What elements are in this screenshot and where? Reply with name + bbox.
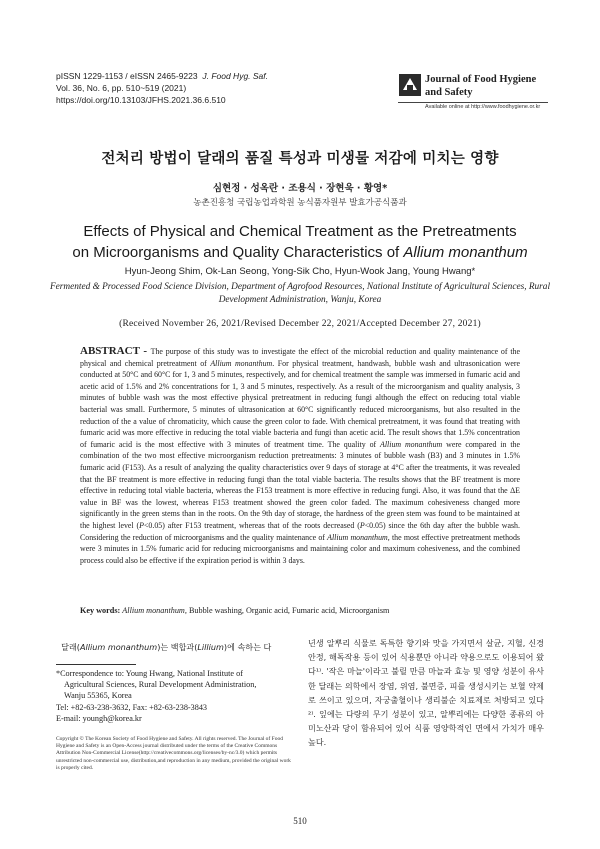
doi-link[interactable]: https://doi.org/10.13103/JFHS.2021.36.6.510 — [56, 95, 226, 105]
journal-citation-block — [56, 70, 268, 106]
received-dates: (Received November 26, 2021/Revised December 22, 2021/Accepted December 27, 2021) — [119, 319, 481, 329]
body-right-column: 년생 알뿌리 식물로 독특한 향기와 맛을 가지면서 살균, 지혈, 신경안정, 해독작용 등이 있어 식용뿐만 아니라 약용으로도 이용되어 왔다¹⁾. '작은 마늘'이라고 불릴 만큼 마늘과 효능 및 영양 성분이 유사한 달래는 의학에서 장염, 위염, 불면증, 피를 생성시키는 보혈 약제로 쓰이고 있으며, 자궁출혈이나 생리불순 치료제로 처방되고 있다²⁾. 잎에는 다량의 무기 성분이 있고, 알뿌리에는 다양한 종류의 아미노산과 당이 함유되어 있어 식품 영양학적인 면에서 가치가 매우 높다. — [308, 638, 544, 748]
title-korean: 전처리 방법이 달래의 품질 특성과 미생물 저감에 미치는 영향 — [101, 151, 499, 167]
journal-logo — [398, 71, 548, 113]
keywords: Key words: Allium monanthum, Bubble washing, Organic acid, Fumaric acid, Microorganism — [80, 606, 390, 615]
affiliation-korean: 농촌진흥청 국립농업과학원 농식품자원부 발효가공식품과 — [193, 198, 407, 208]
abstract-label: ABSTRACT - — [80, 345, 151, 357]
journal-emblem-icon — [398, 73, 422, 97]
species-name: Allium monanthum — [403, 244, 528, 261]
journal-logo-title: Journal of Food Hygiene and Safety — [425, 74, 537, 98]
correspondence-email[interactable]: E-mail: youngh@korea.kr — [56, 713, 142, 723]
footnote-divider — [56, 664, 136, 665]
copyright-notice: Copyright © The Korean Society of Food Hygiene and Safety. All rights reserved. The Journal of Food Hygiene and Safety is an Open-Access journal distributed under the terms of the Creative Commons Attribution Non-Commercial License(http://creativecommons.org/licenses/by-nc/3.0) which permits unrestricted non-commercial use, distribution,and reproduction in any medium, provided the original work is properly cited. — [56, 736, 291, 771]
journal-url[interactable]: Available online at http://www.foodhygiene.or.kr — [425, 104, 541, 110]
logo-divider — [398, 102, 548, 103]
title-english: Effects of Physical and Chemical Treatment as the Pretreatments on Microorganisms and Quality Characteristics of Allium monanthum — [72, 223, 528, 261]
issn-line: pISSN 1229-1153 / eISSN 2465-9223 J. Food Hyg. Saf. — [56, 71, 269, 81]
keywords-label: Key words: — [80, 606, 123, 615]
affiliation-english: Fermented & Processed Food Science Division, Department of Agrofood Resources, National Institute of Agricultural Sciences, Rural Development Administration, Wanju, Korea — [49, 282, 551, 305]
abstract: ABSTRACT - The purpose of this study was to investigate the effect of the microbial reduction and quality maintenance of the physical and chemical pretreatment of Allium monanthum. For physical treatment, handwash, bubble wash and ultrasonication were conducted at 50°C and 60°C for 1, 3 and 5 minutes, respectively, and for chemical treatment the sample was immersed in fumaric acid and acetic acid of 1.5% and 2% concentrations for 1, 3 and 5 minutes, respectively. As a result of the microorganism and quality analysis, 3 minutes of bubble wash was the most effective physical pretreatment in reducing fungi although the effect on reducing total viable bacterial was small. Furthermore, 5 minutes of ultrasonication at 60°C significantly reduced microorganisms, but also resulted in the reduction of the a value of chromaticity, which cause the green color to fade. With chemical pretreatment, it was found that treating with fumaric acid was more effective in reducing the total viable bacteria and fungi than acetic acid. The result shows that 1.5% concentration of fumaric acid is the most effective with 3 minutes of treatment time. The quality of Allium monanthum were compared in the combination of the two most effective microorganism reduction pretreatments: 3 minutes of bubble wash (B3) and 3 minutes in 1.5% fumaric acid (F153). As a result of analyzing the quality characteristics over 9 days of storage at 4°C after the treatments, it was revealed that the BF treatment is more effective in reducing fungi than the total viable bacteria. The results shows that the BF treatment is more effective in reducing total viable bacteria, whereas the F153 treatment is more effective in reducing fungi. Also, it was found that the ΔE value in BF was the lowest, whereas F153 treatment showed the green color faded. The maximum cohesiveness changed more significantly in the green stems than in the roots. On the 9th day of storage, the hardness of the green stem was found to be maintained at the highest level (P<0.05) after F153 treatment, whereas that of the roots decreased (P<0.05) since the 6th day after the bubble wash. Considering the reduction of microorganisms and the quality maintenance of Allium monanthum, the most effective pretreatment methods were 3 minutes in 1.5% fumaric acid for reducing microorganisms and maintaining color and maximum cohesiveness, and the combined process could also be effective if the expiration period is within 3 days. — [80, 345, 520, 565]
journal-abbrev: J. Food Hyg. Saf. — [202, 71, 269, 81]
body-left-intro: 달래(Allium monanthum)는 백합과(Lillium)에 속하는 다 — [61, 642, 272, 652]
volume-line: Vol. 36, No. 6, pp. 510~519 (2021) — [56, 83, 187, 93]
page-number: 510 — [293, 816, 307, 826]
authors-english: Hyun-Jeong Shim, Ok-Lan Seong, Yong-Sik Cho, Hyun-Wook Jang, Young Hwang* — [124, 266, 476, 277]
authors-korean: 심현정 · 성옥란 · 조용식 · 장현욱 · 황영* — [212, 183, 388, 194]
correspondence-note: *Correspondence to: Young Hwang, National Institute of Agricultural Sciences, Rural Development Administration, Wanju 55365, Korea Tel: +82-63-238-3632, Fax: +82-63-238-3843 E-mail: youngh@korea.kr — [56, 668, 292, 724]
